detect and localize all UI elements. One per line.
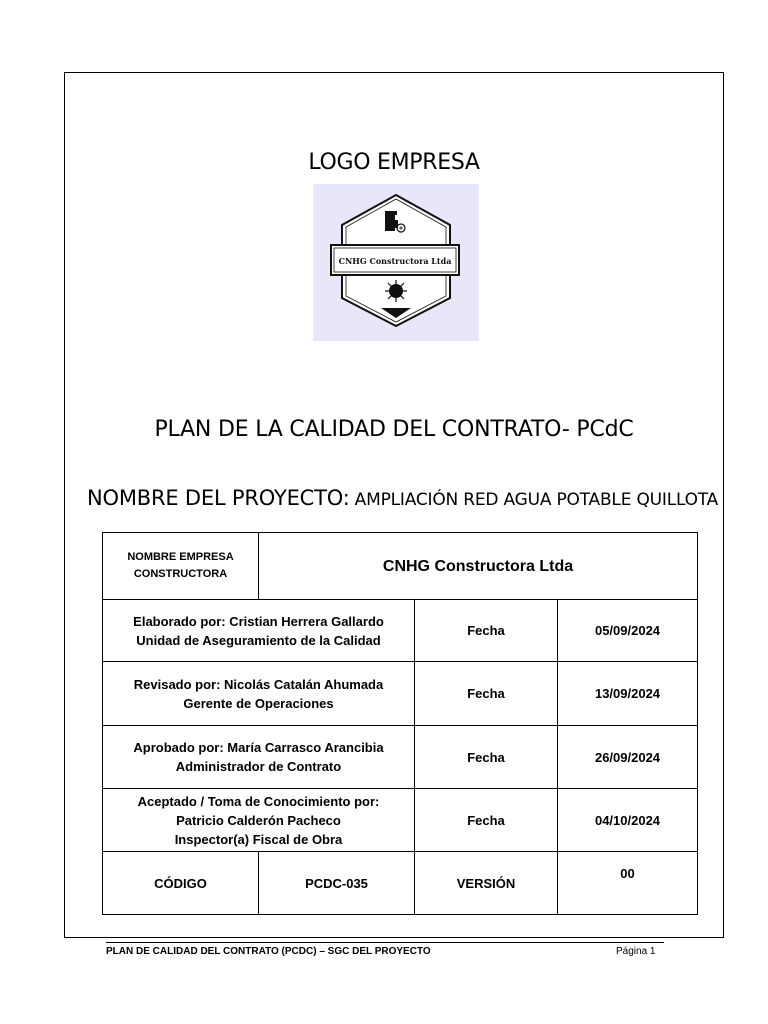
date-label-cell: Fecha: [415, 789, 558, 852]
table-row: [103, 852, 698, 915]
table-row: [103, 600, 698, 662]
date-value-cell: 05/09/2024: [558, 600, 698, 662]
date-value-cell: 26/09/2024: [558, 726, 698, 789]
table-row: [103, 662, 698, 726]
text-line: Aceptado / Toma de Conocimiento por:: [137, 793, 380, 809]
accepted-by-cell: [103, 789, 415, 852]
text-line: Aprobado por: María Carrasco Arancibia: [133, 740, 384, 755]
code-label-cell: CÓDIGO: [103, 852, 259, 915]
version-value-cell: 00: [558, 852, 698, 915]
document-info-table: [102, 532, 698, 915]
text-line: Inspector(a) Fiscal de Obra: [174, 831, 343, 847]
logo-heading: LOGO EMPRESA: [308, 150, 480, 175]
text-line: Administrador de Contrato: [175, 759, 342, 774]
text-line: Elaborado por: Cristian Herrera Gallardo: [133, 613, 384, 629]
date-label-cell: Fecha: [415, 726, 558, 789]
code-value-cell: PCDC-035: [259, 852, 415, 915]
logo-company-name: CNHG Constructora Ltda: [338, 256, 452, 266]
project-name: AMPLIACIÓN RED AGUA POTABLE QUILLOTA: [354, 490, 719, 510]
company-label-cell: NOMBRE EMPRESA CONSTRUCTORA: [103, 533, 259, 600]
date-value-cell: 13/09/2024: [558, 662, 698, 726]
version-label-cell: VERSIÓN: [415, 852, 558, 915]
elaborated-by-cell: [103, 600, 415, 662]
table-row: [103, 726, 698, 789]
page-number: Página 1: [616, 946, 656, 957]
footer-title: PLAN DE CALIDAD DEL CONTRATO (PCDC) – SGC DEL PROYECTO: [106, 946, 431, 957]
approved-by-cell: [103, 726, 415, 789]
date-label-cell: Fecha: [415, 662, 558, 726]
project-label: NOMBRE DEL PROYECTO:: [87, 486, 350, 510]
text-line: Patricio Calderón Pacheco: [176, 812, 341, 828]
reviewed-by-cell: [103, 662, 415, 726]
table-row: [103, 789, 698, 852]
text-line: Unidad de Aseguramiento de la Calidad: [136, 632, 381, 648]
text-line: Revisado por: Nicolás Catalán Ahumada: [133, 676, 384, 692]
date-label-cell: Fecha: [415, 600, 558, 662]
logo-emblem: [313, 184, 479, 341]
date-value-cell: 04/10/2024: [558, 789, 698, 852]
sun-icon: [385, 280, 407, 302]
company-logo: [313, 184, 479, 341]
table-row: [103, 533, 698, 600]
project-line: [87, 486, 727, 510]
company-name-cell: CNHG Constructora Ltda: [259, 533, 698, 600]
text-line: Gerente de Operaciones: [183, 695, 334, 711]
footer-divider: [106, 942, 664, 943]
document-title: PLAN DE LA CALIDAD DEL CONTRATO- PCdC: [154, 417, 634, 442]
